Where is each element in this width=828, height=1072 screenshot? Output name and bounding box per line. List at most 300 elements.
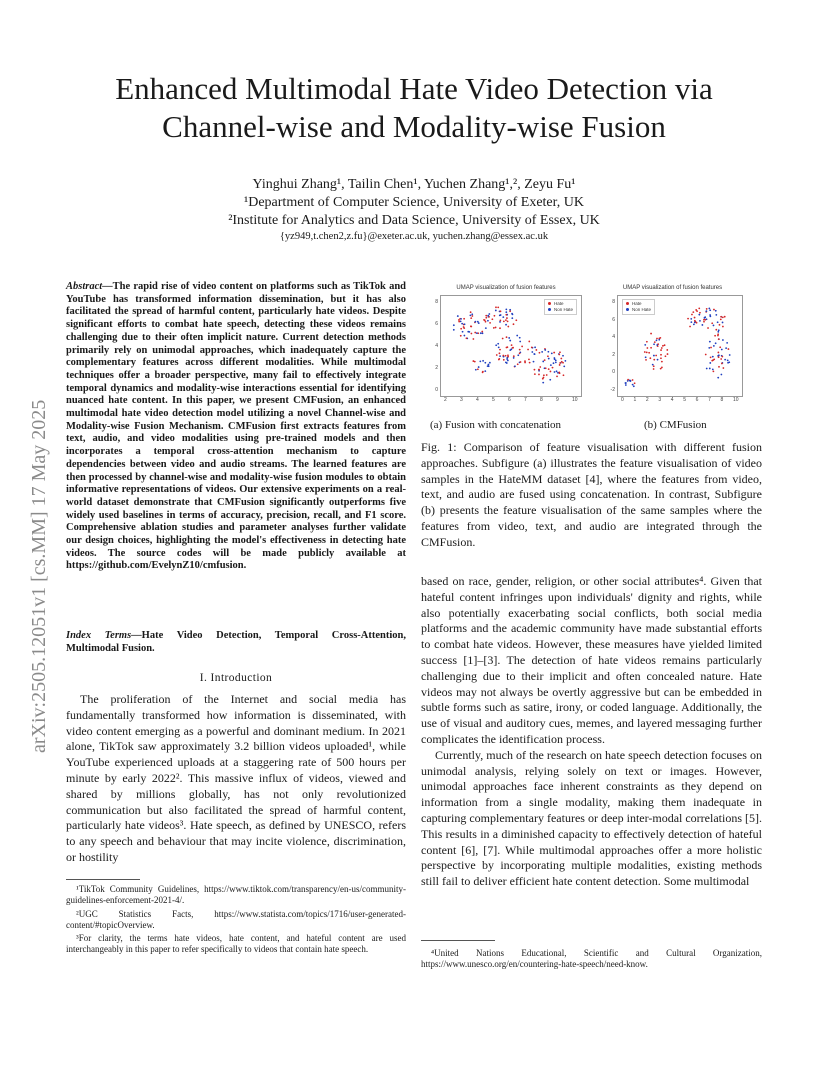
point-non-hate — [531, 351, 533, 353]
point-hate — [482, 371, 484, 373]
point-non-hate — [509, 349, 511, 351]
point-hate — [512, 347, 514, 349]
point-non-hate — [645, 356, 647, 358]
point-hate — [483, 319, 485, 321]
right-column-body — [421, 574, 762, 890]
point-non-hate — [482, 360, 484, 362]
intro-paragraph: The proliferation of the Internet and social media has fundamentally transformed how information is disseminated, with video content emerging as a powerful and dominant medium. In 2021 alone, TikTok saw approximately 3.2 billion videos uploaded¹, while YouTube experienced uploads at a staggering rate of 500 hours per minute by early 2022². This massive influx of videos, viewed and shared by millions globally, has not only revolutionized communication but also facilitated the spread of harmful content, particularly hate videos³. Hate speech, as defined by UNESCO, refers to any speech and behaviour that may incite violence, discrimination, or hostility — [66, 692, 406, 864]
tick-label: 6 — [435, 321, 438, 327]
point-hate — [720, 316, 722, 318]
point-hate — [505, 355, 507, 357]
point-non-hate — [550, 364, 552, 366]
point-hate — [502, 338, 504, 340]
point-non-hate — [484, 370, 486, 372]
point-non-hate — [478, 366, 480, 368]
tick-label: 10 — [572, 397, 578, 403]
point-non-hate — [533, 361, 535, 363]
point-hate — [666, 349, 668, 351]
point-hate — [521, 346, 523, 348]
figure-1b-xticks — [617, 397, 741, 404]
point-hate — [560, 358, 562, 360]
figure-1b-legend — [622, 299, 655, 315]
point-non-hate — [485, 327, 487, 329]
point-hate — [471, 315, 473, 317]
point-non-hate — [488, 364, 490, 366]
point-hate — [728, 348, 730, 350]
point-hate — [724, 316, 726, 318]
point-hate — [660, 354, 662, 356]
point-non-hate — [534, 353, 536, 355]
tick-label: 0 — [621, 397, 624, 403]
point-hate — [539, 352, 541, 354]
point-non-hate — [726, 342, 728, 344]
point-non-hate — [462, 331, 464, 333]
point-non-hate — [549, 379, 551, 381]
tick-label: 3 — [658, 397, 662, 403]
point-hate — [722, 367, 724, 369]
point-non-hate — [715, 310, 717, 312]
point-hate — [499, 352, 501, 354]
point-non-hate — [484, 362, 486, 364]
affiliation-2: ²Institute for Analytics and Data Science, University of Essex, UK — [228, 213, 600, 228]
point-hate — [718, 338, 720, 340]
point-hate — [531, 347, 533, 349]
point-non-hate — [727, 362, 729, 364]
point-non-hate — [534, 346, 536, 348]
footnote-1: ¹TikTok Community Guidelines, https://www.tiktok.com/transparency/en-us/community-guidelines-enforcement-2021-4/. — [66, 884, 406, 906]
point-hate — [717, 352, 719, 354]
point-non-hate — [721, 349, 723, 351]
point-hate — [543, 377, 545, 379]
tick-label: 2 — [645, 397, 649, 403]
point-hate — [559, 372, 561, 374]
title-line-2: Channel-wise and Modality-wise Fusion — [162, 109, 666, 144]
abstract-text: —The rapid rise of video content on platforms such as TikTok and YouTube has transformed information dissemination, but it has also facilitated the spread of harmful content, particularly hate videos. Despite significant efforts to combat hate speech, detecting these videos remains challenging due to their often implicit nature. Current detection methods primarily rely on unimodal approaches, which inadequately capture the complementary features across different modalities. While multimodal techniques offer a broader perspective, many fail to effectively integrate temporal dynamics and modality-wise interactions essential for identifying nuanced hate content. In this paper, we present CMFusion, an enhanced multimodal hate video detection model utilizing a novel Channel-wise and Modality-wise Fusion Mechanism. CMFusion first extracts features from text, audio, and video modalities using pre-trained models and then incorporates a temporal cross-attention mechanism to capture dependencies between video and audio streams. The learned features are then processed by channel-wise and modality-wise fusion modules to obtain informative representations of videos. Our extensive experiments on a real-world dataset demonstrate that CMFusion significantly outperforms five widely used baselines in terms of accuracy, precision, recall, and F1 score. Comprehensive ablation studies and parameter analyses further validate our design choices, highlighting the model's effectiveness in detecting hate videos. The source codes will be made publicly available at https://github.com/EvelynZ10/cmfusion. — [66, 281, 406, 572]
point-non-hate — [653, 343, 655, 345]
point-hate — [500, 310, 502, 312]
tick-label: 2 — [444, 397, 447, 403]
point-hate — [470, 311, 472, 313]
point-hate — [497, 306, 499, 308]
point-non-hate — [495, 310, 497, 312]
point-non-hate — [722, 322, 724, 324]
tick-label: 10 — [733, 397, 739, 403]
point-hate — [556, 375, 558, 377]
introduction-body — [66, 692, 406, 866]
point-hate — [649, 357, 651, 359]
tick-label: 5 — [683, 397, 686, 403]
figure-1a-plot — [440, 295, 582, 397]
point-non-hate — [717, 321, 719, 323]
point-hate — [664, 344, 666, 346]
point-hate — [712, 370, 714, 372]
legend-b-hate-dot — [626, 302, 629, 305]
point-non-hate — [505, 324, 507, 326]
point-non-hate — [690, 318, 692, 320]
point-hate — [507, 320, 509, 322]
point-non-hate — [712, 368, 714, 370]
point-hate — [644, 351, 646, 353]
figure-1a-title: UMAP visualization of fusion features — [456, 285, 556, 291]
point-non-hate — [629, 380, 631, 382]
tick-label: -2 — [610, 387, 615, 393]
point-hate — [499, 320, 501, 322]
point-hate — [558, 354, 560, 356]
tick-label: 6 — [612, 316, 615, 323]
point-non-hate — [478, 322, 480, 324]
point-hate — [667, 353, 669, 355]
point-hate — [563, 374, 565, 376]
point-non-hate — [693, 323, 695, 325]
point-non-hate — [658, 339, 660, 341]
point-hate — [513, 355, 515, 357]
point-non-hate — [709, 314, 711, 316]
footnote-4: ⁴United Nations Educational, Scientific and Cultural Organization, https://www.unesco.org/en/countering-hate-speech/need-know. — [421, 948, 762, 970]
point-non-hate — [698, 314, 700, 316]
figure-1a-yticks — [430, 295, 438, 395]
point-non-hate — [453, 329, 455, 331]
point-hate — [460, 328, 462, 330]
point-hate — [513, 323, 515, 325]
point-non-hate — [644, 344, 646, 346]
tick-label: 1 — [633, 397, 637, 403]
point-non-hate — [657, 359, 659, 361]
point-hate — [646, 341, 648, 343]
point-hate — [687, 318, 689, 320]
point-hate — [528, 341, 530, 343]
point-hate — [477, 368, 479, 370]
point-hate — [559, 351, 561, 353]
author-emails: {yz949,t.chen2,z.fu}@exeter.ac.uk, yuchen.zhang@essex.ac.uk — [279, 231, 549, 242]
point-non-hate — [497, 343, 499, 345]
point-hate — [535, 349, 537, 351]
point-non-hate — [718, 354, 720, 356]
point-non-hate — [547, 351, 549, 353]
point-non-hate — [722, 339, 724, 341]
point-hate — [696, 322, 698, 324]
right-paragraph-1: based on race, gender, religion, or other social attributes⁴. Given that hateful content infringes upon individuals' dignity and rights, while also potentially exacerbating social conflicts, both social media platforms and the academic community have made substantial efforts to combat hate videos. However, these measures have yielded limited success [1]–[3]. The detection of hate videos remains particularly challenging due to their implicit and often concealed nature. Hate videos may not always be overtly aggressive but can be embedded in subtle forms such as satire, irony, or coded language. Additionally, the use of visual and auditory cues, memes, and layered messaging further complicates the identification process. — [421, 574, 762, 746]
point-hate — [505, 314, 507, 316]
point-non-hate — [729, 354, 731, 356]
point-hate — [507, 356, 509, 358]
point-hate — [714, 335, 716, 337]
point-hate — [711, 322, 713, 324]
point-non-hate — [468, 331, 470, 333]
point-non-hate — [694, 322, 696, 324]
point-non-hate — [625, 384, 627, 386]
arxiv-stamp: arXiv:2505.12051v1 [cs.MM] 17 May 2025 — [28, 399, 50, 753]
point-non-hate — [460, 318, 462, 320]
point-non-hate — [499, 314, 501, 316]
point-hate — [553, 352, 555, 354]
point-non-hate — [633, 385, 635, 387]
tick-label: 3 — [460, 397, 463, 403]
point-hate — [470, 326, 472, 328]
point-non-hate — [715, 342, 717, 344]
point-hate — [694, 320, 696, 322]
point-hate — [692, 311, 694, 313]
point-non-hate — [463, 335, 465, 337]
point-hate — [645, 359, 647, 361]
point-non-hate — [499, 355, 501, 357]
point-non-hate — [511, 317, 513, 319]
point-hate — [511, 344, 513, 346]
point-non-hate — [706, 368, 708, 370]
point-non-hate — [542, 361, 544, 363]
tick-label: 2 — [435, 365, 438, 371]
tick-label: 4 — [476, 397, 479, 403]
point-non-hate — [499, 321, 501, 323]
point-hate — [506, 317, 508, 319]
point-hate — [646, 347, 648, 349]
point-hate — [722, 326, 724, 328]
legend-b-nonhate — [626, 307, 651, 313]
point-hate — [710, 356, 712, 358]
point-hate — [515, 319, 517, 321]
point-non-hate — [489, 362, 491, 364]
tick-label: 7 — [524, 397, 527, 403]
point-non-hate — [509, 340, 511, 342]
point-hate — [661, 347, 663, 349]
figure-1b-title: UMAP visualization of fusion features — [622, 285, 723, 291]
point-non-hate — [555, 361, 557, 363]
point-non-hate — [519, 341, 521, 343]
legend-a-nonhate-label: Non Hate — [553, 307, 573, 312]
legend-b-nonhate-dot — [626, 308, 629, 311]
point-non-hate — [556, 370, 558, 372]
tick-label: 7 — [708, 397, 711, 403]
figure-1a — [426, 285, 586, 410]
point-hate — [534, 373, 536, 375]
point-non-hate — [717, 331, 719, 333]
point-non-hate — [548, 358, 550, 360]
point-non-hate — [471, 313, 473, 315]
point-non-hate — [508, 337, 510, 339]
point-hate — [722, 316, 724, 318]
point-non-hate — [511, 313, 513, 315]
point-hate — [720, 358, 722, 360]
point-hate — [517, 363, 519, 365]
point-non-hate — [482, 332, 484, 334]
point-hate — [503, 320, 505, 322]
point-hate — [717, 333, 719, 335]
point-hate — [472, 360, 474, 362]
point-hate — [528, 359, 530, 361]
point-hate — [660, 357, 662, 359]
point-non-hate — [554, 358, 556, 360]
point-hate — [653, 368, 655, 370]
point-hate — [485, 315, 487, 317]
point-hate — [502, 355, 504, 357]
point-hate — [472, 338, 474, 340]
point-hate — [646, 351, 648, 353]
point-non-hate — [516, 335, 518, 337]
point-hate — [661, 361, 663, 363]
author-block — [40, 176, 788, 244]
tick-label: 2 — [612, 351, 615, 358]
point-non-hate — [653, 355, 655, 357]
point-hate — [720, 318, 722, 320]
point-hate — [634, 382, 636, 384]
point-non-hate — [487, 365, 489, 367]
point-non-hate — [713, 325, 715, 327]
point-hate — [718, 366, 720, 368]
point-non-hate — [625, 382, 627, 384]
point-hate — [691, 314, 693, 316]
point-hate — [524, 362, 526, 364]
point-non-hate — [705, 310, 707, 312]
point-hate — [481, 331, 483, 333]
point-hate — [665, 355, 667, 357]
point-hate — [655, 355, 657, 357]
point-non-hate — [453, 324, 455, 326]
abstract — [66, 281, 406, 573]
point-non-hate — [699, 320, 701, 322]
point-hate — [507, 326, 509, 328]
point-hate — [519, 352, 521, 354]
point-hate — [544, 359, 546, 361]
point-non-hate — [505, 311, 507, 313]
point-non-hate — [563, 366, 565, 368]
point-hate — [559, 364, 561, 366]
point-hate — [505, 319, 507, 321]
footnote-rule-left — [66, 879, 140, 880]
point-non-hate — [708, 308, 710, 310]
point-non-hate — [718, 329, 720, 331]
point-non-hate — [513, 357, 515, 359]
point-hate — [704, 319, 706, 321]
tick-label: 8 — [435, 299, 438, 305]
subcaption-a: (a) Fusion with concatenation — [430, 419, 562, 431]
point-non-hate — [514, 365, 516, 367]
point-hate — [650, 333, 652, 335]
point-hate — [715, 329, 717, 331]
point-hate — [499, 349, 501, 351]
point-non-hate — [712, 356, 714, 358]
point-hate — [662, 345, 664, 347]
figure-1b-plot — [617, 295, 743, 397]
point-non-hate — [457, 315, 459, 317]
point-non-hate — [488, 313, 490, 315]
point-non-hate — [480, 332, 482, 334]
subcaption-b: (b) CMFusion — [644, 419, 707, 431]
point-hate — [718, 356, 720, 358]
point-hate — [552, 367, 554, 369]
point-hate — [463, 327, 465, 329]
point-hate — [460, 335, 462, 337]
point-hate — [713, 358, 715, 360]
point-non-hate — [498, 346, 500, 348]
point-hate — [550, 371, 552, 373]
point-non-hate — [476, 332, 478, 334]
point-hate — [519, 349, 521, 351]
legend-b-nonhate-label: Non Hate — [632, 307, 652, 312]
point-non-hate — [717, 377, 719, 379]
point-hate — [707, 327, 709, 329]
point-non-hate — [701, 324, 703, 326]
point-hate — [654, 341, 656, 343]
point-hate — [689, 326, 691, 328]
point-non-hate — [464, 323, 466, 325]
point-hate — [548, 368, 550, 370]
index-terms-text: —Hate Video Detection, Temporal Cross-Attention, Multimodal Fusion. — [66, 630, 406, 654]
tick-label: 4 — [435, 343, 438, 349]
point-hate — [710, 347, 712, 349]
footnote-3: ³For clarity, the terms hate videos, hate content, and hateful content are used interchangeably in this paper to refer specifically to videos that contain hate speech. — [66, 933, 406, 955]
point-hate — [538, 369, 540, 371]
tick-label: 5 — [492, 397, 495, 403]
point-hate — [503, 359, 505, 361]
legend-b-hate-label: Hate — [632, 301, 642, 306]
figure-1b-yticks — [603, 295, 615, 395]
point-non-hate — [709, 362, 711, 364]
footnote-2: ²UGC Statistics Facts, https://www.statista.com/topics/1716/user-generated-content/#topicOverview. — [66, 908, 406, 930]
point-non-hate — [544, 349, 546, 351]
point-hate — [543, 374, 545, 376]
point-hate — [545, 367, 547, 369]
footnotes-left — [66, 884, 406, 958]
tick-label: 0 — [435, 387, 438, 393]
point-non-hate — [509, 309, 511, 311]
point-non-hate — [562, 355, 564, 357]
point-non-hate — [724, 359, 726, 361]
point-hate — [705, 354, 707, 356]
paper-title — [40, 70, 788, 146]
point-hate — [494, 315, 496, 317]
point-non-hate — [551, 352, 553, 354]
tick-label: 4 — [670, 397, 674, 403]
point-hate — [498, 359, 500, 361]
point-hate — [470, 317, 472, 319]
point-hate — [648, 352, 650, 354]
author-names: Yinghui Zhang¹, Tailin Chen¹, Yuchen Zhang¹,², Zeyu Fu¹ — [252, 177, 576, 192]
tick-label: 6 — [508, 397, 511, 403]
point-hate — [695, 309, 697, 311]
tick-label: 0 — [612, 369, 615, 376]
legend-a-hate-label: Hate — [553, 301, 564, 306]
point-hate — [694, 317, 696, 319]
point-non-hate — [727, 359, 729, 361]
point-hate — [471, 333, 473, 335]
title-line-1: Enhanced Multimodal Hate Video Detection via — [115, 71, 713, 106]
point-hate — [706, 308, 708, 310]
point-hate — [538, 374, 540, 376]
point-non-hate — [542, 382, 544, 384]
point-non-hate — [519, 337, 521, 339]
right-paragraph-2: Currently, much of the research on hate speech detection focuses on unimodal analysis, relying solely on text or images. However, unimodal approaches face inherent constraints as they depend on information from a single modality, making them inadequate in capturing complementary features or deep inter-modal correlations [5]. This results in a diminished capacity to effectively detection of hateful content [6], [7]. While multimodal approaches offer a more holistic perspective by incorporating multiple modalities, existing methods still fail to deliver efficient hate content detection. Some multimodal — [421, 747, 762, 889]
abstract-label: Abstract — [66, 281, 103, 292]
point-non-hate — [469, 314, 471, 316]
tick-label: 8 — [540, 397, 543, 403]
point-non-hate — [474, 321, 476, 323]
point-hate — [632, 379, 634, 381]
point-non-hate — [704, 317, 706, 319]
point-hate — [499, 327, 501, 329]
point-hate — [495, 327, 497, 329]
point-non-hate — [709, 368, 711, 370]
legend-a-nonhate-dot — [548, 308, 551, 311]
point-hate — [547, 355, 549, 357]
point-hate — [527, 349, 529, 351]
footnotes-right — [421, 948, 762, 971]
tick-label: 6 — [695, 397, 699, 403]
point-hate — [699, 312, 701, 314]
point-non-hate — [656, 344, 658, 346]
section-heading-introduction: I. Introduction — [199, 672, 273, 684]
point-hate — [463, 318, 465, 320]
point-hate — [485, 317, 487, 319]
point-hate — [561, 361, 563, 363]
